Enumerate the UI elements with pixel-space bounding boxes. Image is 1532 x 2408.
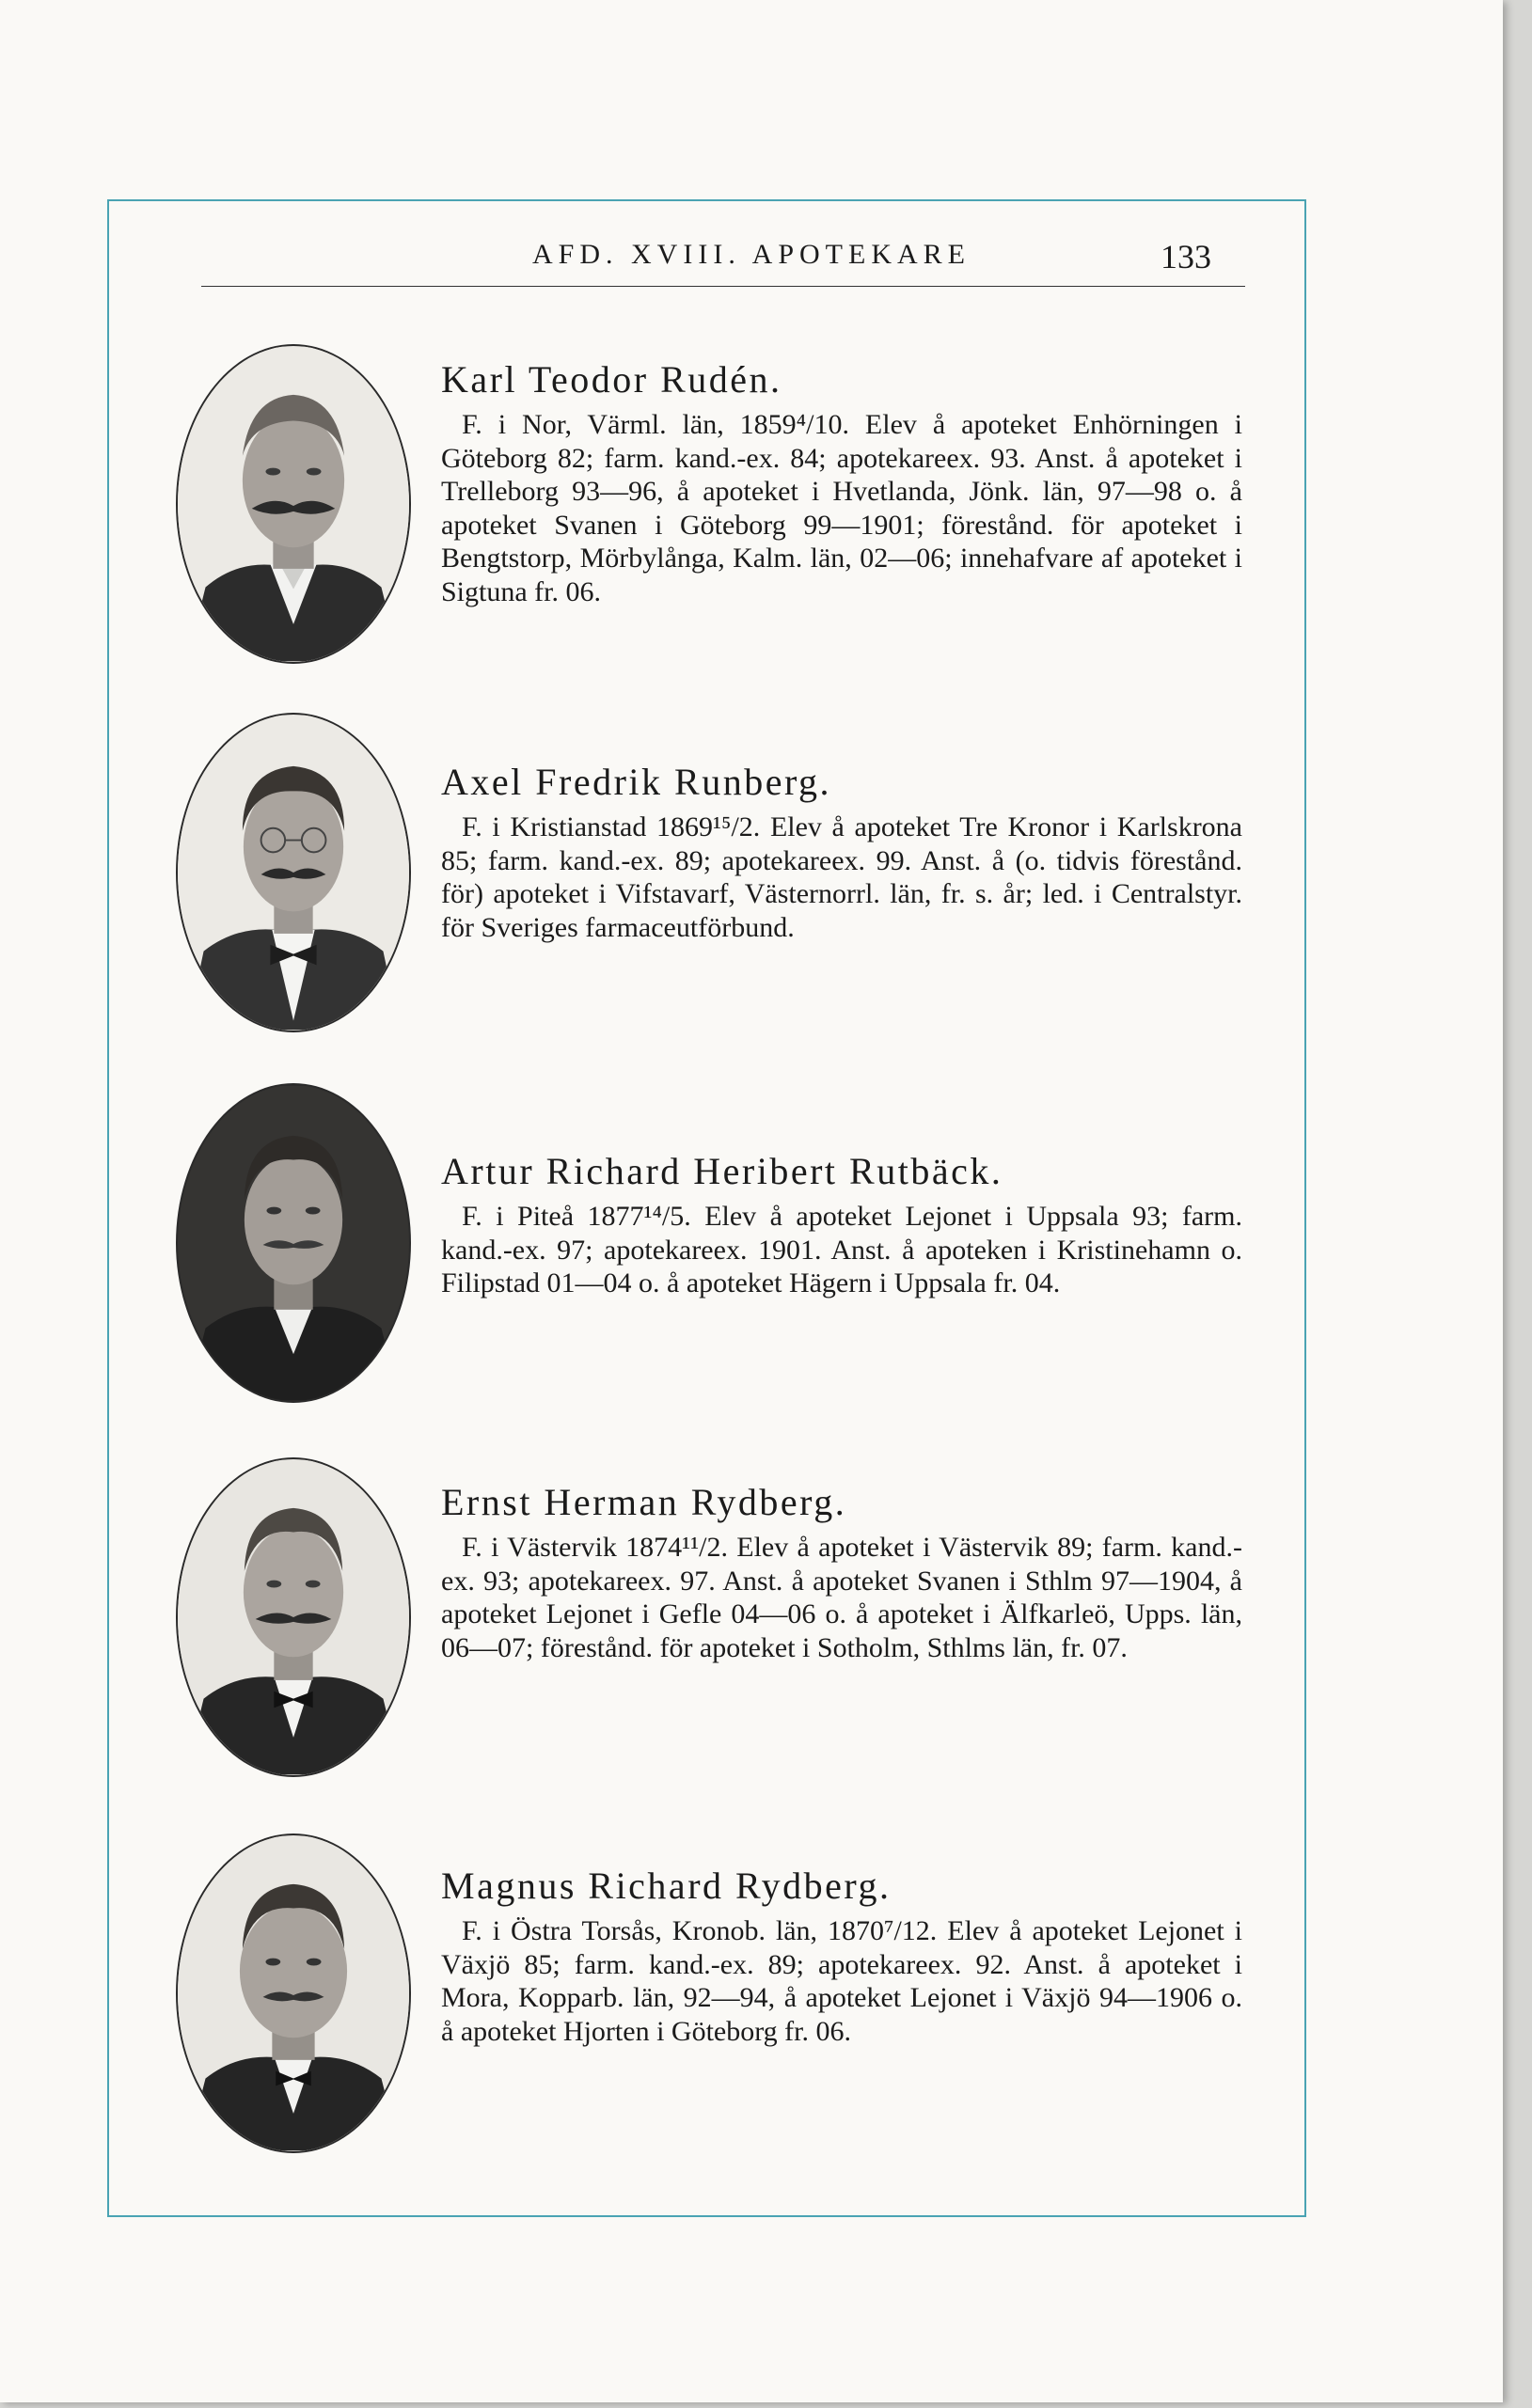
biography: F. i Nor, Värml. län, 1859⁴/10. Elev å apoteket Enhörningen i Göteborg 82; farm. kand.-ex. 84; apotekareex. 93. Anst. å apoteket i Trelleborg 93—96, å apoteket i Hvetlanda, Jönk. län, 97—98 o. å apoteket Svanen i Göteborg 99—1901; förestånd. för apoteket i Bengtstorp, Mörbylånga, Kalm. län, 02—06; innehafvare af apoteket i Sigtuna fr. 06. — [441, 409, 1242, 607]
portrait-photo — [176, 713, 411, 1032]
entry-text — [441, 1864, 1242, 2048]
portrait-photo — [176, 1457, 411, 1777]
entry-text — [441, 1480, 1242, 1664]
portrait-image — [178, 1085, 409, 1401]
portrait-image — [178, 1835, 409, 2151]
person-name: Karl Teodor Rudén. — [441, 358, 782, 401]
biography: F. i Piteå 1877¹⁴/5. Elev å apoteket Lejonet i Uppsala 93; farm. kand.-ex. 97; apotekareex. 1901. Anst. å apoteken i Kristinehamn o. Filipstad 01—04 o. å apoteket Hägern i Uppsala fr. 04. — [441, 1201, 1242, 1299]
biography: F. i Västervik 1874¹¹/2. Elev å apoteket i Västervik 89; farm. kand.-ex. 93; apotekareex. 97. Anst. å apoteket Svanen i Sthlm 97—1904, å apoteket Lejonet i Gefle 04—06 o. å apoteket i Älfkarleö, Upps. län, 06—07; förestånd. för apoteket i Sotholm, Sthlms län, fr. 07. — [441, 1532, 1242, 1663]
portrait-image — [178, 1459, 409, 1775]
entry-text — [441, 760, 1242, 944]
running-title: AFD. XVIII. APOTEKARE — [532, 239, 971, 270]
biography: F. i Kristianstad 1869¹⁵/2. Elev å apoteket Tre Kronor i Karlskrona 85; farm. kand.-ex. 89; apotekareex. 99. Anst. å (o. tidvis förestånd. för) apoteket i Vifstavarf, Västernorrl. län, fr. s. år; led. i Centralstyr. för Sveriges farmaceutförbund. — [441, 811, 1242, 943]
entry-text — [441, 1149, 1242, 1300]
portrait-photo — [176, 344, 411, 664]
person-name: Artur Richard Heribert Rutbäck. — [441, 1150, 1003, 1192]
biography: F. i Östra Torsås, Kronob. län, 1870⁷/12. Elev å apoteket Lejonet i Växjö 85; farm. kand.-ex. 89; apotekareex. 92. Anst. å apoteket i Mora, Kopparb. län, 92—94, å apoteket Lejonet i Växjö 94—1906 o. å apoteket Hjorten i Göteborg fr. 06. — [441, 1915, 1242, 2047]
entry-text — [441, 357, 1242, 609]
person-name: Magnus Richard Rydberg. — [441, 1865, 892, 1907]
portrait-photo — [176, 1834, 411, 2153]
running-head — [0, 239, 1503, 286]
person-name: Ernst Herman Rydberg. — [441, 1481, 847, 1523]
person-name: Axel Fredrik Runberg. — [441, 761, 832, 803]
portrait-image — [178, 346, 409, 662]
portrait-photo — [176, 1083, 411, 1403]
page-number: 133 — [1161, 238, 1211, 275]
header-rule — [201, 286, 1245, 287]
portrait-image — [178, 715, 409, 1031]
